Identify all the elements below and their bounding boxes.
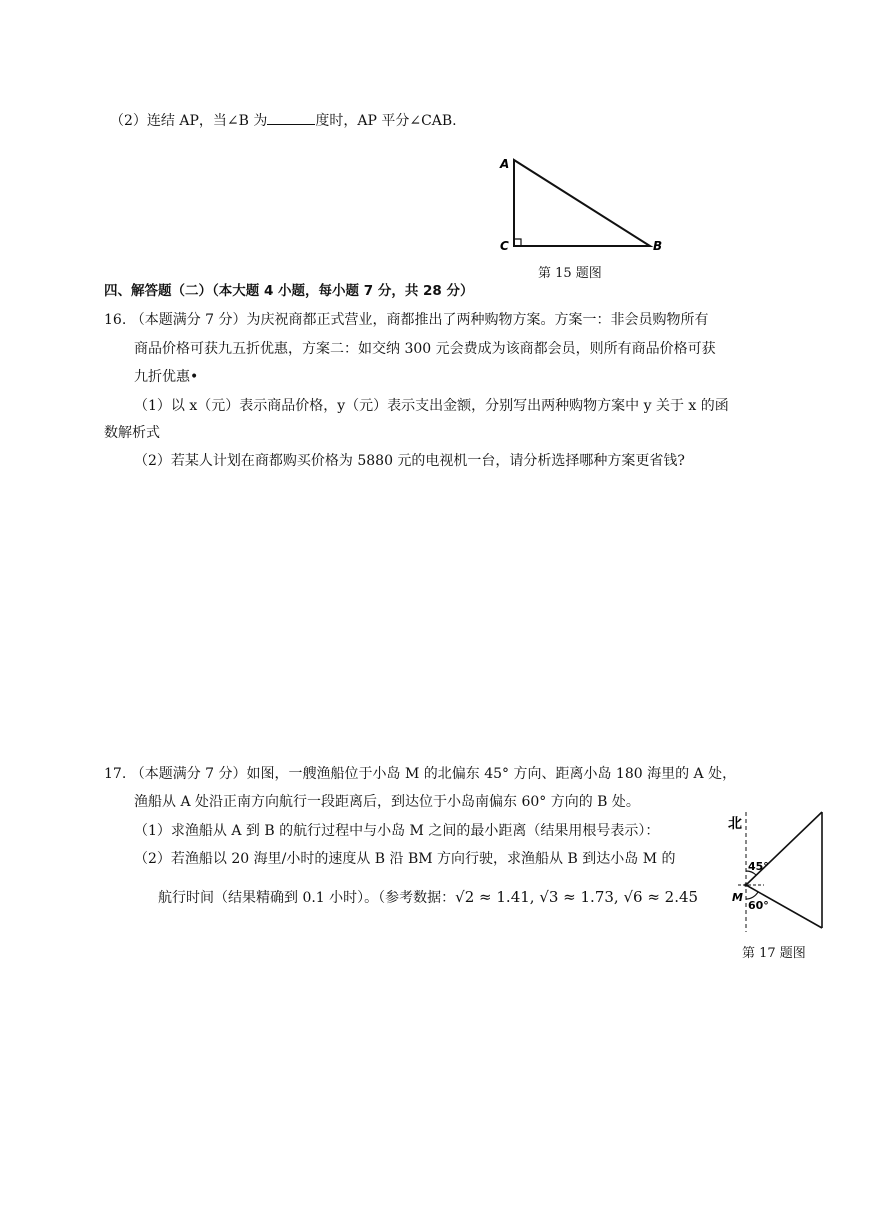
label-c: C [500, 239, 509, 253]
right-angle-mark [514, 239, 521, 246]
q17-part1: （1）求渔船从 A 到 B 的航行过程中与小岛 M 之间的最小距离（结果用根号表示）： [134, 823, 660, 839]
q17-part2-line1: （2）若渔船以 20 海里/小时的速度从 B 沿 BM 方向行驶，求渔船从 B 到达小岛 M 的 [134, 851, 676, 867]
angle-45-label: 45° [748, 860, 769, 873]
label-m: M [732, 891, 743, 904]
answer-blank [267, 110, 315, 125]
label-a: A [500, 157, 510, 171]
q17-bearing-figure [700, 808, 830, 940]
q15-part2 [110, 110, 457, 131]
line-ma [746, 812, 822, 885]
q15-triangle-figure [490, 150, 680, 260]
north-label: 北 [728, 816, 742, 832]
triangle-abc [514, 160, 650, 246]
label-b: B [653, 239, 663, 253]
q16-part2: （2）若某人计划在商都购买价格为 5880 元的电视机一台，请分析选择哪种方案更省钱? [134, 453, 685, 469]
q16-line1: 16. （本题满分 7 分）为庆祝商都正式营业，商都推出了两种购物方案。方案一：非会员购物所有 [104, 312, 709, 328]
q15-figure-caption: 第 15 题图 [538, 266, 602, 281]
q16-part1-line1: （1）以 x（元）表示商品价格，y（元）表示支出金额，分别写出两种购物方案中 y 关于 x 的函 [134, 398, 729, 414]
q16-line2: 商品价格可获九五折优惠，方案二：如交纳 300 元会费成为该商都会员，则所有商品价格可获 [134, 341, 716, 357]
angle-arc-60 [746, 892, 758, 899]
q16-line3: 九折优惠• [134, 369, 199, 385]
q17-line2: 渔船从 A 处沿正南方向航行一段距离后，到达位于小岛南偏东 60° 方向的 B 处。 [134, 794, 640, 810]
q17-figure-caption: 第 17 题图 [742, 946, 806, 961]
q15-part2-before: （2）连结 AP，当∠B 为 [110, 113, 268, 129]
point-m [744, 883, 748, 887]
section-heading: 四、解答题（二）（本大题 4 小题，每小题 7 分，共 28 分） [104, 283, 474, 299]
q17-part2-text: 航行时间（结果精确到 0.1 小时）。（参考数据： [158, 890, 456, 906]
q15-part2-after: 度时，AP 平分∠CAB. [315, 113, 457, 129]
q17-part2-line2 [158, 887, 706, 908]
angle-60-label: 60° [748, 899, 769, 912]
reference-values: √2 ≈ 1.41, √3 ≈ 1.73, √6 ≈ 2.45 [455, 888, 699, 906]
q16-part1-line2: 数解析式 [104, 425, 160, 441]
q17-line1: 17. （本题满分 7 分）如图，一艘渔船位于小岛 M 的北偏东 45° 方向、距离小岛 180 海里的 A 处， [104, 766, 737, 782]
